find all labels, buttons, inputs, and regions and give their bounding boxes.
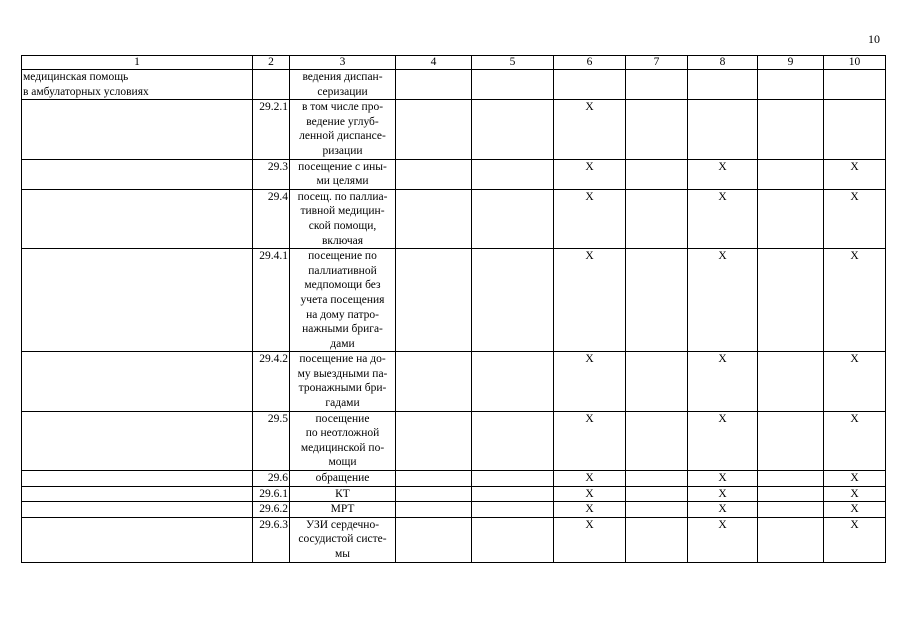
cell-col-8 <box>688 100 758 159</box>
table-row <box>22 189 886 248</box>
section-cell <box>22 502 253 518</box>
column-header: 6 <box>554 56 626 70</box>
row-code: 29.4 <box>253 189 290 248</box>
cell-col-9 <box>758 249 824 352</box>
cell-col-7 <box>626 159 688 189</box>
cell-col-4 <box>396 70 472 100</box>
row-code <box>253 70 290 100</box>
column-header: 5 <box>472 56 554 70</box>
cell-col-8: X <box>688 502 758 518</box>
cell-col-6: X <box>554 189 626 248</box>
cell-col-4 <box>396 159 472 189</box>
row-name: посещ. по паллиа- тивной медицин- ской помощи, включая <box>290 189 396 248</box>
cell-col-6: X <box>554 100 626 159</box>
cell-col-7 <box>626 352 688 411</box>
cell-col-4 <box>396 411 472 470</box>
cell-col-6: X <box>554 159 626 189</box>
row-name: ведения диспан- серизации <box>290 70 396 100</box>
row-name: посещение по паллиативной медпомощи без учета посещения на дому патро- нажными брига- дами <box>290 249 396 352</box>
row-code: 29.5 <box>253 411 290 470</box>
cell-col-8: X <box>688 159 758 189</box>
cell-col-10 <box>824 70 886 100</box>
cell-col-9 <box>758 352 824 411</box>
cell-col-10: X <box>824 471 886 487</box>
table-row <box>22 411 886 470</box>
row-name: в том числе про- ведение углуб- ленной диспансе- ризации <box>290 100 396 159</box>
cell-col-6: X <box>554 249 626 352</box>
page-number: 10 <box>868 32 880 46</box>
cell-col-8: X <box>688 411 758 470</box>
table-row <box>22 352 886 411</box>
table-row <box>22 517 886 562</box>
column-header: 7 <box>626 56 688 70</box>
cell-col-9 <box>758 411 824 470</box>
section-cell <box>22 411 253 470</box>
cell-col-10: X <box>824 486 886 502</box>
cell-col-8 <box>688 70 758 100</box>
cell-col-5 <box>472 189 554 248</box>
row-name: УЗИ сердечно- сосудистой систе- мы <box>290 517 396 562</box>
table-row <box>22 100 886 159</box>
cell-col-5 <box>472 471 554 487</box>
row-code: 29.6.3 <box>253 517 290 562</box>
row-name: посещение на до- му выездными па- тронажными бри- гадами <box>290 352 396 411</box>
cell-col-7 <box>626 517 688 562</box>
table-row <box>22 486 886 502</box>
section-label: медицинская помощь в амбулаторных условиях <box>22 70 253 100</box>
cell-col-4 <box>396 486 472 502</box>
cell-col-10: X <box>824 502 886 518</box>
cell-col-4 <box>396 189 472 248</box>
cell-col-7 <box>626 189 688 248</box>
cell-col-7 <box>626 471 688 487</box>
column-header: 8 <box>688 56 758 70</box>
cell-col-8: X <box>688 352 758 411</box>
section-cell <box>22 189 253 248</box>
cell-col-8: X <box>688 249 758 352</box>
table-row <box>22 471 886 487</box>
cell-col-4 <box>396 471 472 487</box>
cell-col-5 <box>472 352 554 411</box>
cell-col-7 <box>626 70 688 100</box>
cell-col-7 <box>626 411 688 470</box>
cell-col-6: X <box>554 502 626 518</box>
cell-col-7 <box>626 249 688 352</box>
cell-col-4 <box>396 352 472 411</box>
cell-col-8: X <box>688 486 758 502</box>
cell-col-10: X <box>824 352 886 411</box>
data-table <box>21 55 886 563</box>
cell-col-5 <box>472 411 554 470</box>
cell-col-5 <box>472 249 554 352</box>
cell-col-6: X <box>554 352 626 411</box>
cell-col-6: X <box>554 411 626 470</box>
section-cell <box>22 471 253 487</box>
cell-col-9 <box>758 502 824 518</box>
cell-col-9 <box>758 486 824 502</box>
cell-col-9 <box>758 189 824 248</box>
cell-col-4 <box>396 249 472 352</box>
row-code: 29.4.2 <box>253 352 290 411</box>
cell-col-6: X <box>554 517 626 562</box>
cell-col-8: X <box>688 189 758 248</box>
row-name: посещение по неотложной медицинской по- мощи <box>290 411 396 470</box>
cell-col-6 <box>554 70 626 100</box>
section-cell <box>22 159 253 189</box>
cell-col-6: X <box>554 486 626 502</box>
cell-col-5 <box>472 70 554 100</box>
cell-col-8: X <box>688 471 758 487</box>
cell-col-9 <box>758 100 824 159</box>
cell-col-4 <box>396 100 472 159</box>
row-code: 29.6.2 <box>253 502 290 518</box>
row-name: МРТ <box>290 502 396 518</box>
section-cell <box>22 352 253 411</box>
section-cell <box>22 249 253 352</box>
cell-col-9 <box>758 70 824 100</box>
section-cell <box>22 100 253 159</box>
cell-col-7 <box>626 100 688 159</box>
cell-col-9 <box>758 159 824 189</box>
header-row <box>22 56 886 70</box>
cell-col-5 <box>472 517 554 562</box>
column-header: 4 <box>396 56 472 70</box>
cell-col-10: X <box>824 159 886 189</box>
cell-col-9 <box>758 471 824 487</box>
cell-col-10 <box>824 100 886 159</box>
column-header: 2 <box>253 56 290 70</box>
cell-col-4 <box>396 502 472 518</box>
row-code: 29.6 <box>253 471 290 487</box>
section-cell <box>22 517 253 562</box>
table-row <box>22 502 886 518</box>
row-code: 29.2.1 <box>253 100 290 159</box>
column-header: 9 <box>758 56 824 70</box>
cell-col-9 <box>758 517 824 562</box>
cell-col-5 <box>472 502 554 518</box>
column-header: 10 <box>824 56 886 70</box>
cell-col-5 <box>472 486 554 502</box>
row-name: посещение с ины- ми целями <box>290 159 396 189</box>
cell-col-8: X <box>688 517 758 562</box>
row-name: КТ <box>290 486 396 502</box>
cell-col-5 <box>472 159 554 189</box>
cell-col-7 <box>626 502 688 518</box>
column-header: 3 <box>290 56 396 70</box>
cell-col-10: X <box>824 411 886 470</box>
cell-col-6: X <box>554 471 626 487</box>
row-code: 29.4.1 <box>253 249 290 352</box>
column-header: 1 <box>22 56 253 70</box>
cell-col-5 <box>472 100 554 159</box>
cell-col-10: X <box>824 249 886 352</box>
table-row <box>22 159 886 189</box>
table-row <box>22 70 886 100</box>
cell-col-10: X <box>824 189 886 248</box>
row-code: 29.3 <box>253 159 290 189</box>
section-cell <box>22 486 253 502</box>
row-name: обращение <box>290 471 396 487</box>
cell-col-4 <box>396 517 472 562</box>
row-code: 29.6.1 <box>253 486 290 502</box>
table-row <box>22 249 886 352</box>
cell-col-10: X <box>824 517 886 562</box>
cell-col-7 <box>626 486 688 502</box>
